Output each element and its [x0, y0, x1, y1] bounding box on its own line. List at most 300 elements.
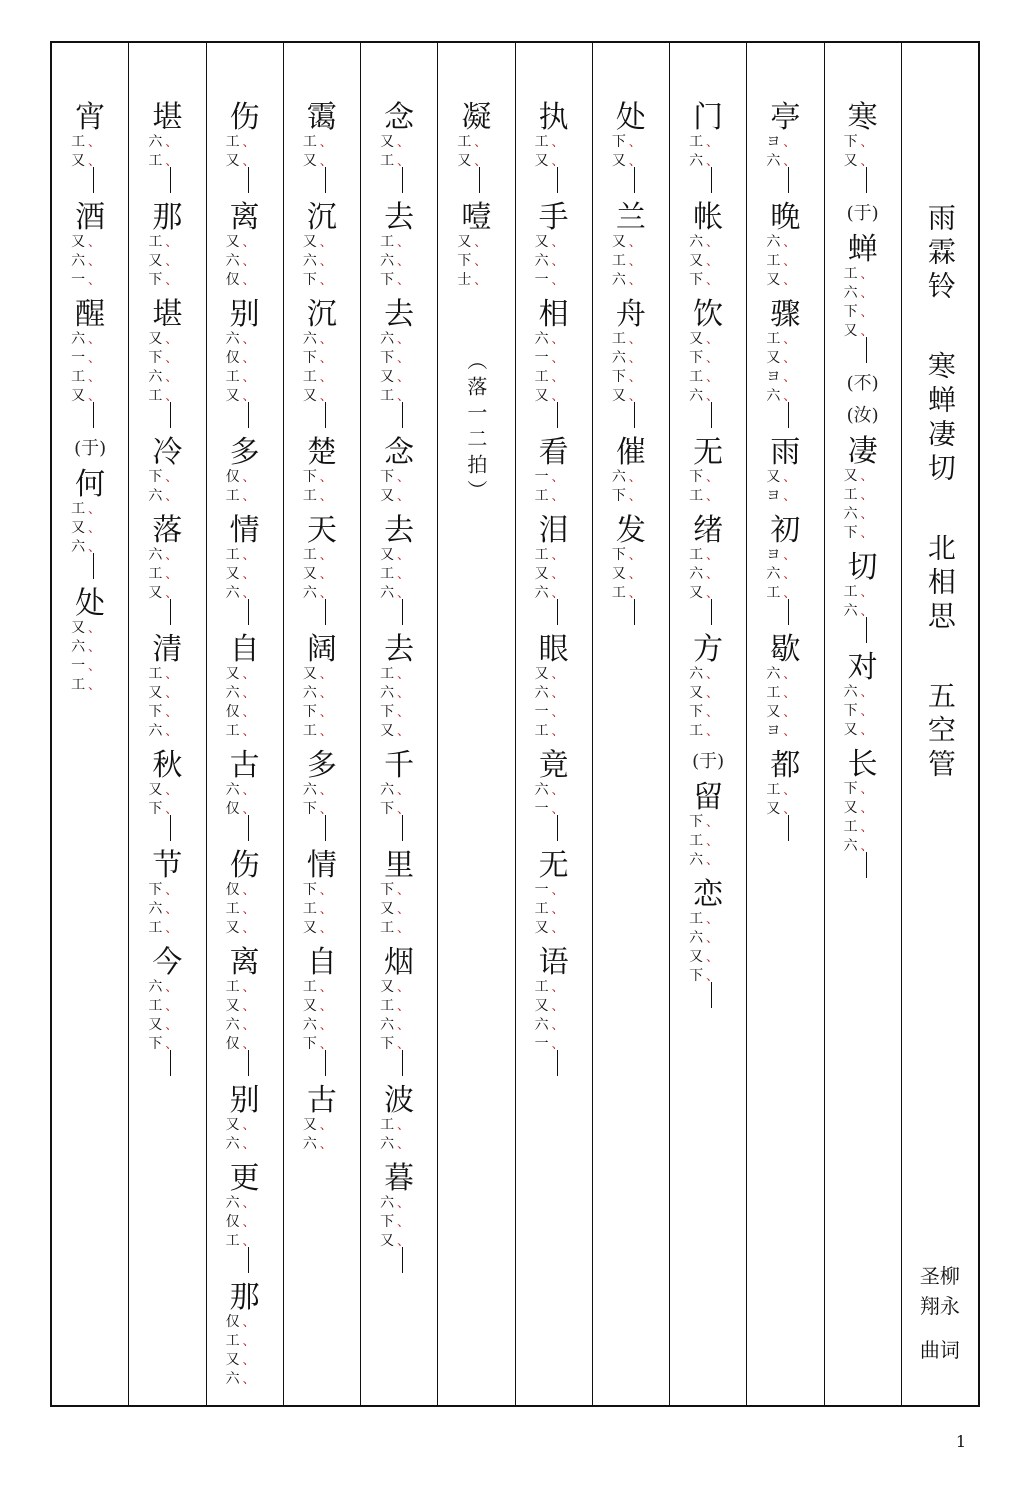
notation-symbol: 又 、	[380, 722, 410, 741]
notation-symbol: 下 、	[148, 468, 178, 487]
gongche-notation	[303, 330, 333, 428]
notation-symbol: 工 、	[844, 486, 874, 505]
gongche-notation	[226, 330, 256, 428]
tune-name: 北相思	[923, 533, 957, 635]
beat-stem	[170, 1050, 171, 1076]
notation-symbol: 六 、	[303, 330, 333, 349]
lyric-char: 去	[384, 513, 415, 548]
lyric-char: 暮	[384, 1161, 415, 1196]
notation-symbol: 下 、	[844, 524, 874, 543]
score-column-4	[593, 43, 670, 1405]
gongche-notation	[380, 330, 410, 428]
notation-symbol: 又 、	[457, 152, 487, 171]
notation-symbol: 又 、	[612, 152, 642, 171]
lyric-char: 古	[229, 748, 260, 783]
notation-symbol: 六 、	[71, 638, 101, 657]
score-column-11	[52, 43, 129, 1405]
gongche-notation	[303, 781, 333, 841]
notation-symbol: 又 、	[303, 665, 333, 684]
notation-symbol: 又 、	[148, 330, 178, 349]
gongche-notation	[303, 1116, 333, 1154]
beat-stem	[248, 1247, 249, 1273]
notation-symbol: 工 、	[226, 1232, 256, 1251]
gongche-notation	[226, 546, 256, 625]
notation-symbol: 下 、	[612, 133, 642, 152]
gongche-notation	[380, 133, 410, 193]
notation-symbol: 工 、	[226, 487, 256, 506]
column-stack	[593, 93, 669, 625]
gongche-notation	[612, 233, 642, 290]
notation-symbol: 六 、	[71, 252, 101, 271]
notation-symbol: 工 、	[689, 368, 719, 387]
gongche-notation	[535, 546, 565, 625]
lyric-char: 情	[306, 848, 337, 883]
gongche-notation	[226, 978, 256, 1076]
lyric-char: 念	[384, 100, 415, 135]
lyric-char: 绪	[693, 513, 724, 548]
notation-symbol: 又 、	[612, 565, 642, 584]
notation-symbol: 六 、	[612, 349, 642, 368]
notation-symbol: 工 、	[226, 978, 256, 997]
lyric-char: 执	[538, 100, 569, 135]
notation-symbol: 六 、	[844, 837, 874, 856]
notation-symbol: 又 、	[535, 665, 565, 684]
notation-symbol: 又 、	[303, 919, 333, 938]
beat-stem	[170, 599, 171, 625]
gongche-notation	[766, 468, 796, 506]
lyric-char: 天	[306, 513, 337, 548]
gongche-notation	[689, 468, 719, 506]
notation-symbol: 工 、	[380, 233, 410, 252]
score-column-2	[747, 43, 824, 1405]
gongche-notation	[226, 468, 256, 506]
notation-symbol: 又 、	[148, 684, 178, 703]
notation-symbol: 下 、	[380, 468, 410, 487]
beat-stem	[325, 402, 326, 428]
beat-stem	[402, 402, 403, 428]
notation-symbol: 下 、	[380, 349, 410, 368]
lyric-char: 舟	[615, 297, 646, 332]
lyric-char: 节	[152, 848, 183, 883]
lyric-char: (不)	[846, 373, 879, 394]
lyric-char: 切	[847, 550, 878, 585]
gongche-notation	[380, 468, 410, 506]
notation-symbol: 一 、	[535, 703, 565, 722]
gongche-notation	[689, 133, 719, 193]
column-stack	[825, 93, 901, 878]
column-stack	[284, 93, 360, 1154]
notation-symbol: 又 、	[226, 919, 256, 938]
notation-symbol: 工 、	[226, 1332, 256, 1351]
gongche-notation	[303, 468, 333, 506]
notation-symbol: 又 、	[457, 233, 487, 252]
gongche-notation	[380, 665, 410, 741]
beat-stem	[325, 599, 326, 625]
lyric-char: 处	[75, 586, 106, 621]
notation-symbol: 六 、	[689, 233, 719, 252]
gongche-notation	[457, 233, 487, 290]
notation-symbol: 六 、	[689, 387, 719, 406]
gongche-notation	[148, 781, 178, 841]
notation-symbol: 一 、	[535, 881, 565, 900]
notation-symbol: 一 、	[535, 271, 565, 290]
column-stack	[207, 93, 283, 1389]
notation-symbol: 工 、	[457, 133, 487, 152]
beat-stem	[248, 599, 249, 625]
column-stack	[670, 93, 746, 1008]
notation-symbol: 下 、	[612, 368, 642, 387]
notation-symbol: 又 、	[689, 584, 719, 603]
notation-symbol: 仅 、	[226, 1035, 256, 1054]
notation-symbol: 下 、	[380, 271, 410, 290]
notation-symbol: 工 、	[766, 584, 796, 603]
lyric-char: 离	[229, 200, 260, 235]
notation-symbol: 又 、	[689, 948, 719, 967]
notation-symbol: 又 、	[535, 152, 565, 171]
notation-symbol: 工 、	[71, 676, 101, 695]
notation-symbol: 六 、	[535, 781, 565, 800]
notation-symbol: 一 、	[71, 657, 101, 676]
gongche-notation	[844, 583, 874, 643]
gongche-notation	[612, 330, 642, 428]
notation-symbol: ヨ 、	[766, 487, 796, 506]
beat-stem	[866, 337, 867, 363]
notation-symbol: 又 、	[226, 1116, 256, 1135]
notation-symbol: 工 、	[689, 487, 719, 506]
lyric-char: 情	[229, 513, 260, 548]
notation-symbol: 又 、	[148, 781, 178, 800]
credit-role: 曲词	[919, 1338, 960, 1362]
lyric-char: 寒	[847, 100, 878, 135]
beat-stem	[788, 167, 789, 193]
lyric-char: 别	[229, 1083, 260, 1118]
beat-stem	[170, 402, 171, 428]
lyric-char: 伤	[229, 848, 260, 883]
lyric-char: 发	[615, 513, 646, 548]
notation-symbol: 六 、	[612, 468, 642, 487]
gongche-notation	[766, 233, 796, 290]
beat-stem	[557, 599, 558, 625]
score-column-8	[284, 43, 361, 1405]
notation-symbol: 六 、	[535, 330, 565, 349]
credit-a: 圣柳	[919, 1264, 960, 1288]
notation-symbol: 工 、	[71, 133, 101, 152]
gongche-notation	[303, 881, 333, 938]
notation-symbol: 又 、	[148, 1016, 178, 1035]
notation-symbol: 下 、	[380, 881, 410, 900]
notation-symbol: 六 、	[844, 602, 874, 621]
lyric-char: 长	[847, 747, 878, 782]
notation-symbol: 六 、	[226, 330, 256, 349]
gongche-notation	[226, 665, 256, 741]
notation-symbol: 下 、	[303, 1035, 333, 1054]
lyric-char: 去	[384, 632, 415, 667]
lyric-char: 何	[75, 467, 106, 502]
notation-symbol: 六 、	[766, 233, 796, 252]
gongche-notation	[612, 468, 642, 506]
notation-symbol: 下 、	[844, 303, 874, 322]
notation-symbol: 又 、	[766, 800, 796, 819]
beat-stem	[788, 815, 789, 841]
gongche-notation	[766, 133, 796, 193]
column-stack	[747, 93, 823, 841]
lyric-char: (于)	[692, 751, 725, 772]
gongche-notation	[689, 233, 719, 290]
gongche-notation	[612, 133, 642, 193]
beat-stem	[866, 617, 867, 643]
gongche-notation	[303, 546, 333, 625]
notation-symbol: 工 、	[612, 584, 642, 603]
notation-symbol: 工 、	[71, 368, 101, 387]
lyric-char: (于)	[846, 203, 879, 224]
gongche-notation	[766, 546, 796, 625]
notation-symbol: 又 、	[612, 387, 642, 406]
notation-symbol: 又 、	[689, 330, 719, 349]
lyric-char: 酒	[75, 200, 106, 235]
notation-symbol: 工 、	[303, 546, 333, 565]
notation-symbol: 六 、	[226, 584, 256, 603]
notation-symbol: 下 、	[612, 546, 642, 565]
notation-symbol: 工 、	[844, 583, 874, 602]
notation-symbol: 六 、	[766, 565, 796, 584]
notation-symbol: 又 、	[689, 684, 719, 703]
notation-symbol: 仅 、	[226, 703, 256, 722]
lyric-char: 无	[693, 435, 724, 470]
notation-symbol: 工 、	[303, 133, 333, 152]
lyric-char: 冷	[152, 435, 183, 470]
notation-symbol: 下 、	[844, 133, 874, 152]
notation-symbol: 六 、	[535, 584, 565, 603]
lyric-char: 手	[538, 200, 569, 235]
notation-symbol: 六 、	[226, 1370, 256, 1389]
notation-symbol: 工 、	[303, 978, 333, 997]
notation-symbol: 六 、	[303, 781, 333, 800]
notation-symbol: 下 、	[303, 703, 333, 722]
notation-symbol: 六 、	[380, 1016, 410, 1035]
score-column-7	[361, 43, 438, 1405]
score-column-10	[129, 43, 206, 1405]
notation-symbol: 六 、	[226, 1194, 256, 1213]
notation-symbol: 工 、	[380, 997, 410, 1016]
notation-symbol: 又 、	[844, 152, 874, 171]
notation-symbol: 下 、	[612, 487, 642, 506]
notation-symbol: 工 、	[766, 330, 796, 349]
lyric-char: 秋	[152, 748, 183, 783]
notation-symbol: 工 、	[535, 722, 565, 741]
gongche-notation	[71, 330, 101, 428]
notation-symbol: 下 、	[148, 349, 178, 368]
gongche-notation	[226, 1313, 256, 1389]
notation-symbol: 六 、	[71, 330, 101, 349]
notation-symbol: 工 、	[380, 1116, 410, 1135]
lyric-char: 去	[384, 200, 415, 235]
gongche-notation	[303, 978, 333, 1076]
gongche-notation	[71, 133, 101, 193]
lyric-char: 那	[152, 200, 183, 235]
notation-symbol: ヨ 、	[766, 722, 796, 741]
notation-symbol: ヨ 、	[766, 368, 796, 387]
notation-symbol: 下 、	[380, 703, 410, 722]
notation-symbol: 又 、	[71, 619, 101, 638]
beat-stem	[93, 402, 94, 428]
notation-symbol: 六 、	[380, 781, 410, 800]
notation-symbol: 又 、	[766, 703, 796, 722]
notation-symbol: 六 、	[380, 252, 410, 271]
credits	[902, 1261, 978, 1365]
notation-symbol: 又 、	[844, 322, 874, 341]
notation-symbol: 仅 、	[226, 800, 256, 819]
beat-stem	[711, 599, 712, 625]
lyric-char: 催	[615, 435, 646, 470]
gongche-notation	[612, 546, 642, 625]
notation-symbol: 下 、	[844, 780, 874, 799]
gongche-notation	[535, 881, 565, 938]
notation-symbol: 又 、	[303, 565, 333, 584]
gongche-notation	[535, 133, 565, 193]
notation-symbol: 六 、	[303, 584, 333, 603]
lyric-char: 霭	[306, 100, 337, 135]
gongche-notation	[148, 330, 178, 428]
notation-symbol: 工 、	[689, 722, 719, 741]
notation-symbol: 工 、	[844, 265, 874, 284]
title-stack	[902, 203, 978, 783]
beat-stem	[711, 982, 712, 1008]
notation-symbol: 又 、	[380, 368, 410, 387]
column-stack	[52, 93, 128, 695]
gongche-notation	[148, 468, 178, 506]
notation-symbol: 又 、	[380, 978, 410, 997]
notation-symbol: 六 、	[766, 665, 796, 684]
notation-symbol: 又 、	[71, 152, 101, 171]
notation-symbol: 六 、	[766, 152, 796, 171]
gongche-notation	[844, 265, 874, 363]
gongche-notation	[303, 665, 333, 741]
gongche-notation	[71, 619, 101, 695]
beat-stem	[248, 1050, 249, 1076]
notation-symbol: 六 、	[844, 505, 874, 524]
gongche-notation	[535, 978, 565, 1076]
notation-symbol: 六 、	[303, 684, 333, 703]
notation-symbol: 六 、	[226, 684, 256, 703]
lyric-char: 凄	[847, 434, 878, 469]
notation-symbol: 六 、	[689, 665, 719, 684]
notation-symbol: 又 、	[226, 387, 256, 406]
notation-symbol: 六 、	[148, 978, 178, 997]
lyric-char: 今	[152, 945, 183, 980]
notation-symbol: 下 、	[148, 271, 178, 290]
notation-symbol: 下 、	[689, 703, 719, 722]
notation-symbol: 仅 、	[226, 349, 256, 368]
gongche-notation	[380, 546, 410, 625]
notation-symbol: 又 、	[226, 665, 256, 684]
notation-symbol: 工 、	[689, 133, 719, 152]
notation-symbol: 下 、	[148, 1035, 178, 1054]
gongche-notation	[380, 978, 410, 1076]
notation-symbol: 又 、	[535, 919, 565, 938]
notation-symbol: 又 、	[226, 1351, 256, 1370]
lyric-char: 泪	[538, 513, 569, 548]
notation-symbol: 又 、	[380, 133, 410, 152]
beat-stem	[325, 1050, 326, 1076]
notation-symbol: 又 、	[535, 565, 565, 584]
beat-stem	[634, 402, 635, 428]
gongche-notation	[844, 780, 874, 878]
notation-symbol: 下 、	[303, 881, 333, 900]
notation-symbol: 工 、	[226, 368, 256, 387]
column-stack	[129, 93, 205, 1076]
gongche-notation	[535, 233, 565, 290]
notation-symbol: 下 、	[457, 252, 487, 271]
notation-symbol: 又 、	[226, 997, 256, 1016]
beat-stem	[402, 815, 403, 841]
notation-symbol: 仅 、	[226, 468, 256, 487]
notation-symbol: 下 、	[303, 349, 333, 368]
score-column-3	[670, 43, 747, 1405]
notation-symbol: 工 、	[226, 546, 256, 565]
gongche-notation	[226, 781, 256, 841]
gongche-notation	[226, 881, 256, 938]
lyric-char: 眼	[538, 632, 569, 667]
gongche-notation	[303, 133, 333, 193]
lyric-char: 波	[384, 1083, 415, 1118]
notation-symbol: 工 、	[766, 684, 796, 703]
gongche-notation	[535, 330, 565, 428]
notation-symbol: 六 、	[844, 683, 874, 702]
notation-symbol: 又 、	[535, 997, 565, 1016]
lyric-char: 噎	[461, 200, 492, 235]
lyric-char: 竟	[538, 748, 569, 783]
notation-symbol: ヨ 、	[766, 546, 796, 565]
notation-symbol: 六 、	[226, 1016, 256, 1035]
lyric-char: 自	[306, 945, 337, 980]
lyric-char: 堪	[152, 100, 183, 135]
notation-symbol: 工 、	[535, 487, 565, 506]
lyric-char: 留	[693, 780, 724, 815]
notation-symbol: 六 、	[689, 851, 719, 870]
beat-stem	[248, 815, 249, 841]
notation-symbol: 工 、	[689, 546, 719, 565]
notation-symbol: 下 、	[689, 967, 719, 986]
lyric-char: 醒	[75, 297, 106, 332]
notation-symbol: 又 、	[148, 252, 178, 271]
notation-symbol: 六 、	[71, 538, 101, 557]
score-column-6	[438, 43, 515, 1405]
beat-stem	[557, 815, 558, 841]
notation-symbol: 工 、	[380, 565, 410, 584]
notation-symbol: 六 、	[303, 1135, 333, 1154]
lyric-char: 方	[693, 632, 724, 667]
lyric-char: 骤	[770, 297, 801, 332]
lyric-char: 对	[847, 650, 878, 685]
notation-symbol: 又 、	[380, 900, 410, 919]
notation-symbol: 工 、	[612, 330, 642, 349]
notation-symbol: 又 、	[535, 387, 565, 406]
lyric-char: 帐	[693, 200, 724, 235]
notation-symbol: 工 、	[535, 978, 565, 997]
beat-stem	[711, 402, 712, 428]
gongche-notation	[766, 781, 796, 841]
lyric-char: 多	[229, 435, 260, 470]
notation-symbol: 又 、	[766, 349, 796, 368]
lyric-char: 凝	[461, 100, 492, 135]
notation-symbol: 工 、	[148, 565, 178, 584]
lyric-char: 去	[384, 297, 415, 332]
lyric-char: 相	[538, 297, 569, 332]
notation-symbol: 工 、	[612, 252, 642, 271]
gongche-notation	[380, 781, 410, 841]
notation-symbol: 六 、	[226, 1135, 256, 1154]
lyric-char: 念	[384, 435, 415, 470]
